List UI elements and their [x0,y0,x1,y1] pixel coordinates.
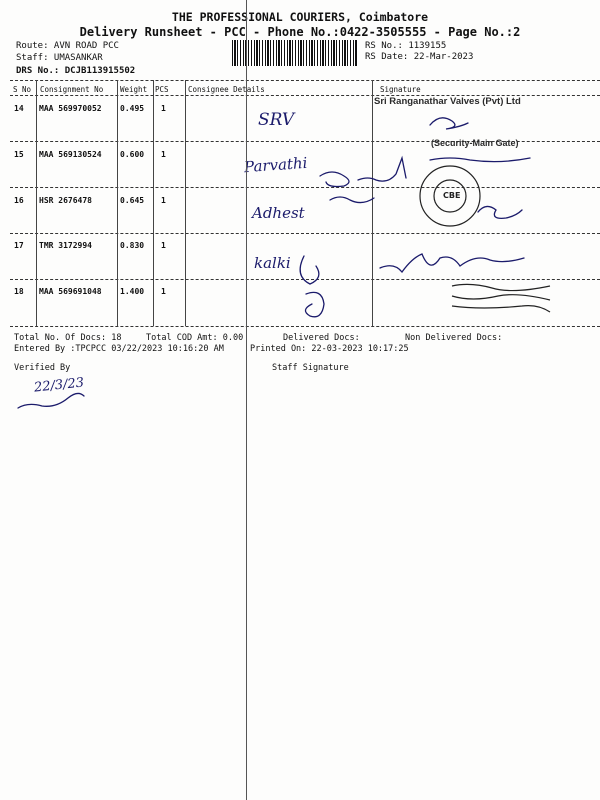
drs-number: DRS No.: DCJB113915502 [16,66,136,76]
seal-center-text: CBE [443,191,461,200]
row-sno: 16 [14,196,24,205]
col-header-weight: Weight [120,85,148,94]
signature-scribble [358,158,406,181]
runsheet-title: Delivery Runsheet - PCC - Phone No.:0422-3505555 - Page No.:2 [79,25,521,39]
row-consignment: HSR 2676478 [39,196,92,205]
handwritten-name: kalki [254,254,291,272]
company-stamp: Sri Ranganathar Valves (Pvt) Ltd [374,96,521,107]
handwritten-name: SRV [258,110,295,130]
row-consignment: MAA 569970052 [39,104,102,113]
col-header-sno: S No [13,85,32,94]
col-header-signature: Signature [380,85,421,94]
total-cod: Total COD Amt: 0.00 [146,333,244,343]
col-header-consignee: Consignee Details [188,85,265,94]
stamp-lines [452,284,550,312]
handwritten-name: Parvathi [243,153,308,177]
row-consignment: MAA 569691048 [39,287,102,296]
row-sno: 15 [14,150,24,159]
gate-stamp: (Security-Main Gate) [431,138,519,148]
entered-by: Entered By :TPCPCC 03/22/2023 10:16:20 AM [14,344,224,354]
signature-scribble [330,197,374,203]
staff-label: Staff: UMASANKAR [16,53,103,63]
signature-scribble [430,158,530,162]
row-weight: 1.400 [120,287,145,296]
signature-scribble [320,172,349,187]
company-title: THE PROFESSIONAL COURIERS, Coimbatore [171,10,429,24]
row-consignment: TMR 3172994 [39,241,92,250]
row-weight: 0.600 [120,150,145,159]
verify-scribble [18,393,84,408]
non-delivered-docs: Non Delivered Docs: [405,333,503,343]
rs-date: RS Date: 22-Mar-2023 [365,52,474,62]
page-fold-line [246,0,247,800]
rs-number: RS No.: 1139155 [365,41,447,51]
row-pcs: 1 [161,287,166,296]
signature-scribble [478,206,522,218]
row-weight: 0.645 [120,196,145,205]
printed-on: Printed On: 22-03-2023 10:17:25 [250,344,409,354]
handwritten-name: Adhest [252,204,305,222]
col-header-pcs: PCS [155,85,169,94]
route-label: Route: AVN ROAD PCC [16,41,119,51]
col-header-consignment: Consignment No [40,85,104,94]
delivered-docs: Delivered Docs: [283,333,360,343]
row-sno: 14 [14,104,24,113]
row-sno: 18 [14,287,24,296]
row-weight: 0.830 [120,241,145,250]
total-docs: Total No. Of Docs: 18 [14,333,122,343]
verify-date: 22/3/23 [33,375,85,396]
row-sno: 17 [14,241,24,250]
staff-signature-label: Staff Signature [272,363,349,373]
signature-scribble [430,118,468,129]
signature-scribble [380,254,524,272]
row-consignment: MAA 569130524 [39,150,102,159]
row-pcs: 1 [161,150,166,159]
row-pcs: 1 [161,104,166,113]
row-weight: 0.495 [120,104,145,113]
row-pcs: 1 [161,196,166,205]
row-pcs: 1 [161,241,166,250]
signature-scribble [300,256,324,317]
verified-by-label: Verified By [14,363,71,373]
